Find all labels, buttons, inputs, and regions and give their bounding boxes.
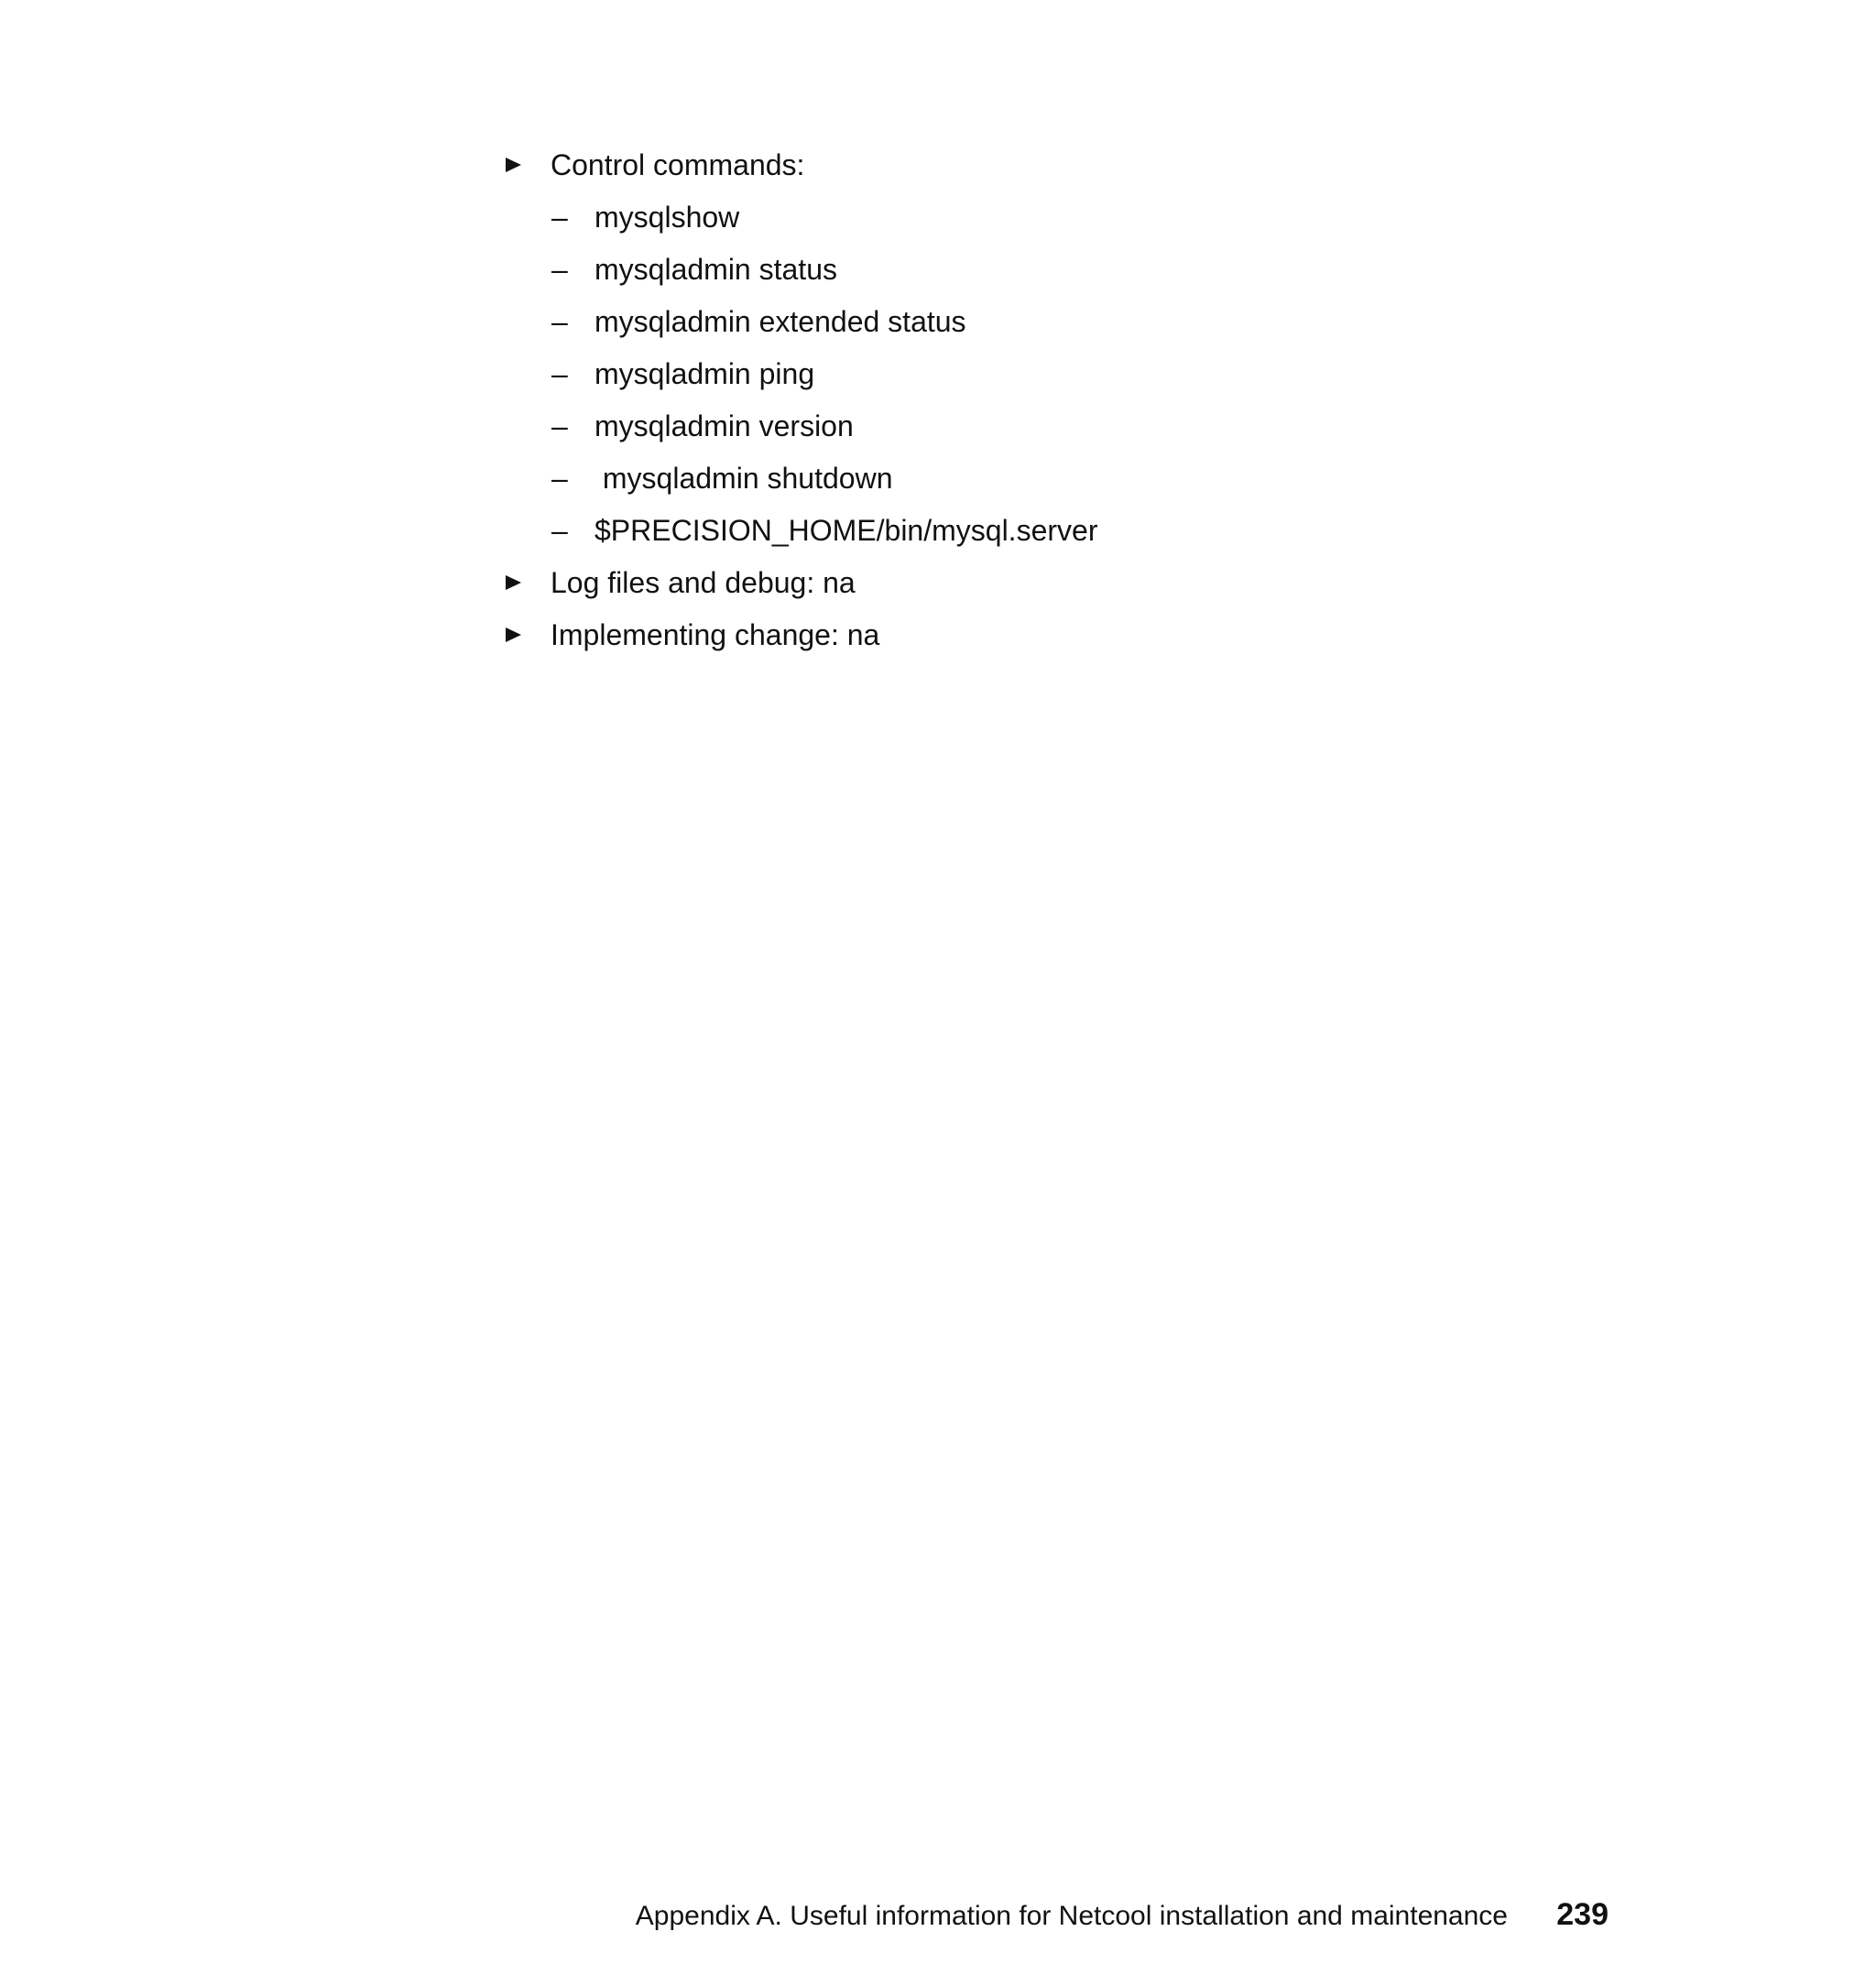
- list-item: [506, 249, 1696, 301]
- bullet-control-commands: [506, 145, 1696, 197]
- dash-marker: –: [551, 514, 568, 547]
- page-number: 239: [1556, 1897, 1609, 1932]
- page-footer: [0, 1893, 1876, 1938]
- dash-marker: –: [551, 409, 568, 442]
- dash-marker: –: [551, 462, 568, 495]
- triangle-bullet-icon: [506, 575, 521, 590]
- command-text: mysqladmin ping: [594, 357, 815, 390]
- document-body: [506, 145, 1696, 667]
- bullet-text: Implementing change: na: [551, 618, 880, 651]
- triangle-bullet-icon: [506, 158, 521, 172]
- list-item: [506, 458, 1696, 510]
- command-text: mysqladmin status: [594, 253, 837, 286]
- bullet-implementing-change: [506, 615, 1696, 667]
- dash-marker: –: [551, 253, 568, 286]
- command-text: $PRECISION_HOME/bin/mysql.server: [594, 514, 1098, 547]
- list-item: [506, 197, 1696, 249]
- list-item: [506, 510, 1696, 562]
- bullet-text: Control commands:: [551, 148, 805, 181]
- bullet-log-files: [506, 562, 1696, 615]
- bullet-text: Log files and debug: na: [551, 566, 856, 599]
- footer-title: Appendix A. Useful information for Netcool installation and maintenance: [635, 1901, 1508, 1931]
- dash-marker: –: [551, 305, 568, 338]
- command-text: mysqladmin extended status: [594, 305, 966, 338]
- list-item: [506, 406, 1696, 458]
- command-text: mysqlshow: [594, 201, 740, 234]
- command-list: [506, 197, 1696, 562]
- triangle-bullet-icon: [506, 627, 521, 642]
- dash-marker: –: [551, 357, 568, 390]
- command-text: mysqladmin shutdown: [594, 462, 893, 495]
- command-text: mysqladmin version: [594, 409, 854, 442]
- list-item: [506, 354, 1696, 406]
- dash-marker: –: [551, 201, 568, 234]
- list-item: [506, 301, 1696, 354]
